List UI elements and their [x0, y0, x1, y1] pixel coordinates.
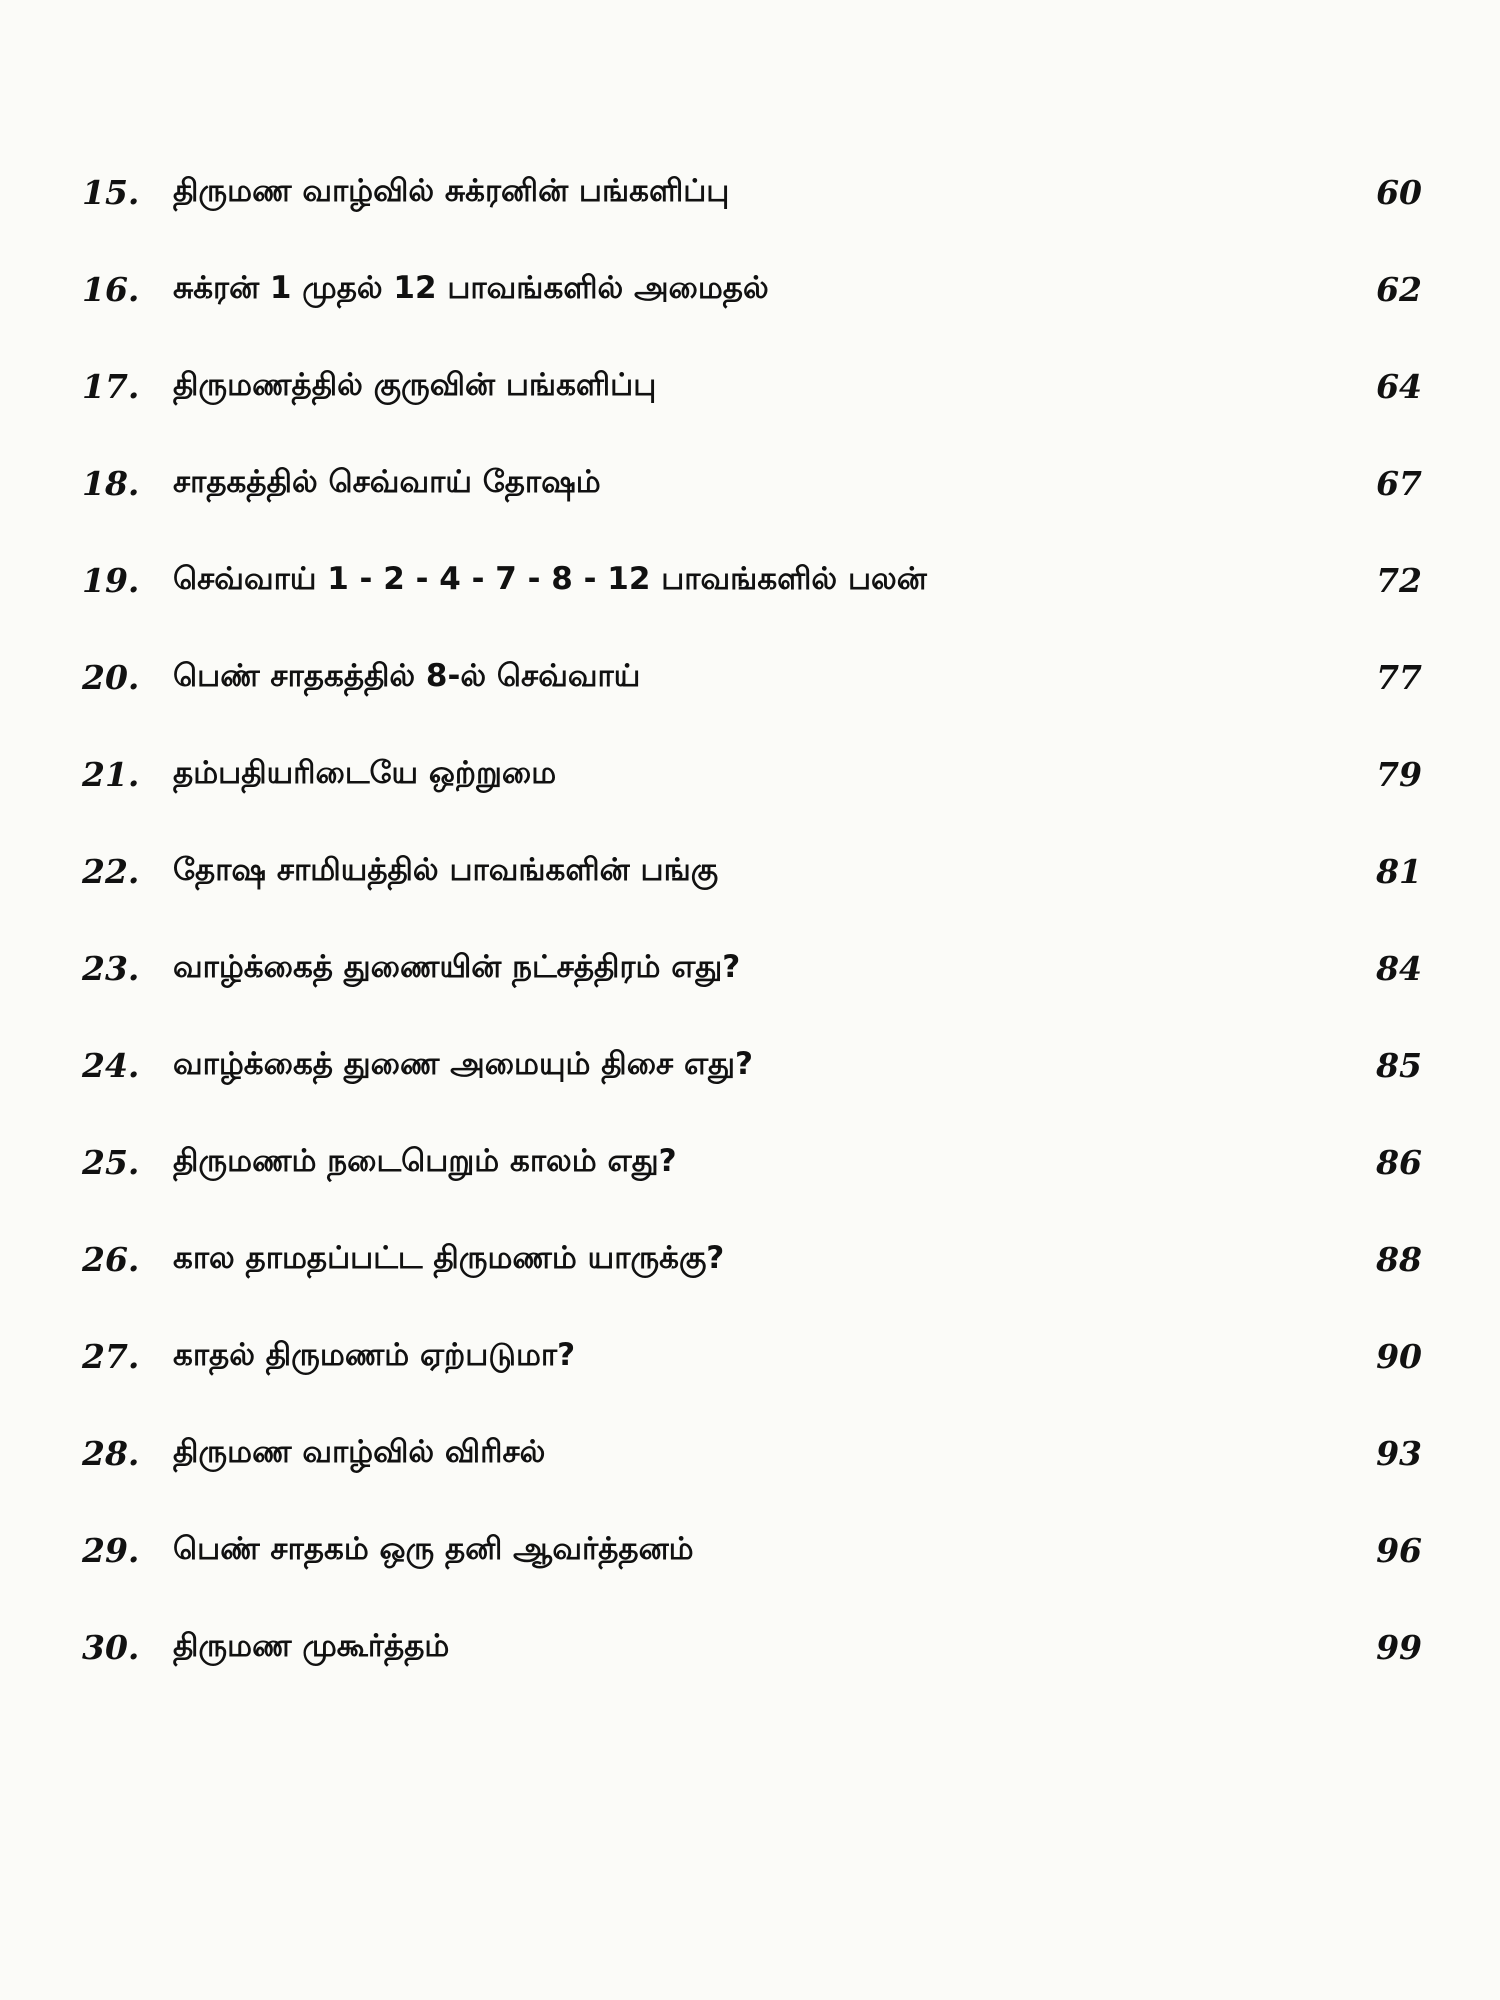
toc-entry-title: வாழ்க்கைத் துணையின் நட்சத்திரம் எது?: [173, 949, 741, 985]
toc-entry-title: திருமண வாழ்வில் விரிசல்: [173, 1434, 546, 1470]
toc-entry-26: [0, 1230, 1500, 1327]
toc-entry-number: 18.: [82, 464, 140, 503]
toc-entry-page: 64: [1376, 367, 1422, 406]
toc-entry-title: கால தாமதப்பட்ட திருமணம் யாருக்கு?: [173, 1240, 725, 1276]
toc-entry-number: 16.: [82, 270, 140, 309]
toc-entry-title: திருமண முகூர்த்தம்: [173, 1628, 450, 1664]
toc-entry-title: சாதகத்தில் செவ்வாய் தோஷம்: [173, 464, 601, 500]
toc-entry-number: 30.: [82, 1628, 140, 1667]
toc-entry-number: 20.: [82, 658, 140, 697]
toc-entry-page: 84: [1376, 949, 1422, 988]
toc-entry-page: 90: [1376, 1337, 1422, 1376]
toc-entry-page: 72: [1376, 561, 1422, 600]
table-of-contents: [0, 163, 1500, 1715]
toc-entry-21: [0, 745, 1500, 842]
toc-entry-title: திருமண வாழ்வில் சுக்ரனின் பங்களிப்பு: [173, 173, 730, 209]
toc-entry-number: 26.: [82, 1240, 140, 1279]
toc-entry-title: திருமணத்தில் குருவின் பங்களிப்பு: [173, 367, 657, 403]
toc-entry-number: 28.: [82, 1434, 140, 1473]
toc-entry-number: 19.: [82, 561, 140, 600]
toc-entry-15: [0, 163, 1500, 260]
toc-entry-page: 62: [1376, 270, 1422, 309]
toc-entry-page: 67: [1376, 464, 1422, 503]
toc-entry-number: 17.: [82, 367, 140, 406]
toc-entry-page: 99: [1376, 1628, 1422, 1667]
toc-entry-title: காதல் திருமணம் ஏற்படுமா?: [173, 1337, 576, 1373]
toc-entry-number: 29.: [82, 1531, 140, 1570]
toc-entry-page: 85: [1376, 1046, 1422, 1085]
toc-entry-title: பெண் சாதகம் ஒரு தனி ஆவர்த்தனம்: [173, 1531, 694, 1567]
toc-entry-page: 93: [1376, 1434, 1422, 1473]
toc-entry-page: 77: [1376, 658, 1422, 697]
toc-entry-page: 60: [1376, 173, 1422, 212]
toc-entry-18: [0, 454, 1500, 551]
toc-entry-number: 22.: [82, 852, 140, 891]
toc-entry-number: 24.: [82, 1046, 140, 1085]
toc-entry-page: 79: [1376, 755, 1422, 794]
toc-entry-title: வாழ்க்கைத் துணை அமையும் திசை எது?: [173, 1046, 754, 1082]
toc-entry-page: 96: [1376, 1531, 1422, 1570]
toc-entry-title: தம்பதியரிடையே ஒற்றுமை: [173, 755, 557, 791]
toc-entry-19: [0, 551, 1500, 648]
toc-entry-title: செவ்வாய் 1 - 2 - 4 - 7 - 8 - 12 பாவங்களில் பலன்: [173, 561, 927, 597]
toc-entry-title: பெண் சாதகத்தில் 8-ல் செவ்வாய்: [173, 658, 641, 694]
toc-entry-number: 25.: [82, 1143, 140, 1182]
toc-entry-number: 27.: [82, 1337, 140, 1376]
toc-entry-page: 86: [1376, 1143, 1422, 1182]
toc-entry-30: [0, 1618, 1500, 1715]
toc-entry-24: [0, 1036, 1500, 1133]
toc-entry-29: [0, 1521, 1500, 1618]
toc-entry-title: தோஷ சாமியத்தில் பாவங்களின் பங்கு: [173, 852, 719, 888]
toc-entry-28: [0, 1424, 1500, 1521]
toc-entry-number: 15.: [82, 173, 140, 212]
toc-entry-page: 81: [1376, 852, 1422, 891]
toc-entry-23: [0, 939, 1500, 1036]
toc-entry-16: [0, 260, 1500, 357]
toc-entry-17: [0, 357, 1500, 454]
toc-entry-27: [0, 1327, 1500, 1424]
toc-entry-title: சுக்ரன் 1 முதல் 12 பாவங்களில் அமைதல்: [173, 270, 769, 306]
toc-entry-title: திருமணம் நடைபெறும் காலம் எது?: [173, 1143, 677, 1179]
toc-entry-number: 21.: [82, 755, 140, 794]
toc-entry-page: 88: [1376, 1240, 1422, 1279]
toc-entry-number: 23.: [82, 949, 140, 988]
toc-entry-25: [0, 1133, 1500, 1230]
toc-entry-20: [0, 648, 1500, 745]
toc-entry-22: [0, 842, 1500, 939]
